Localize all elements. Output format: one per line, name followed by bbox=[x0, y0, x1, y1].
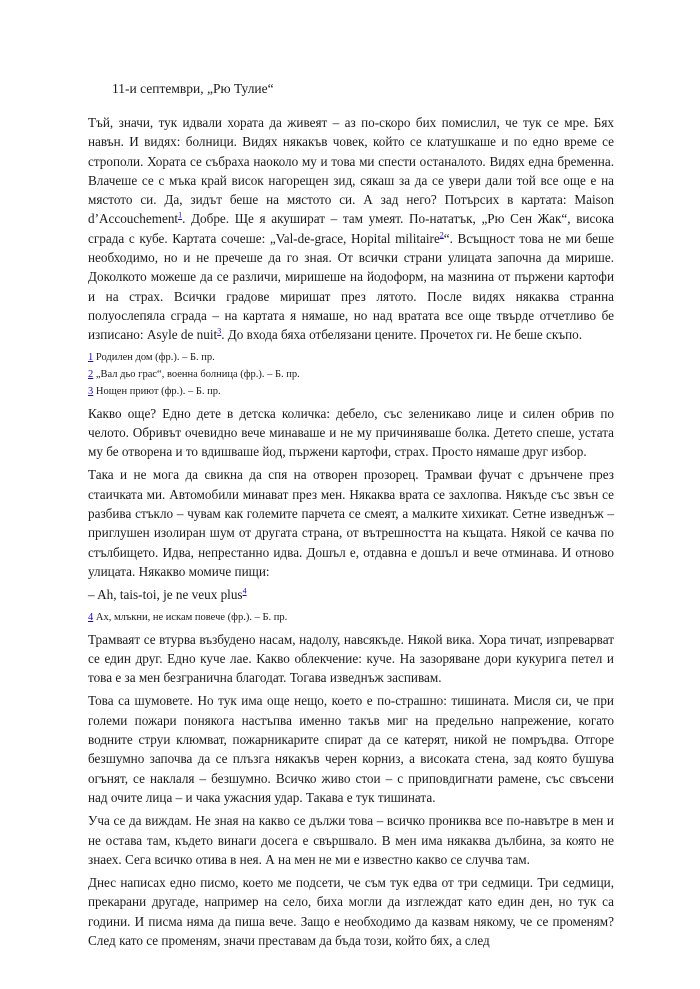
body-text bbox=[88, 113, 614, 954]
footnote-text: „Вал дьо грас“, военна болница (фр.). – Б. пр. bbox=[93, 368, 300, 380]
footnote-text: Ах, млъкни, не искам повече (фр.). – Б. пр. bbox=[93, 611, 288, 623]
paragraph-text: . До входа бяха отбелязани цените. Прочетох ги. Не беше скъпо. bbox=[221, 327, 583, 343]
paragraph: Трамваят се втурва възбудено насам, надолу, навсякъде. Някой вика. Хора тичат, изпреварват се един друг. Едно куче лае. Какво облекчение: куче. На зазоряване дори кукурига петел и това е за мен безгранична благодат. Тогава изведнъж заспивам. bbox=[88, 631, 614, 686]
paragraph bbox=[88, 585, 614, 604]
footnote-backlink-2[interactable]: 2 bbox=[88, 368, 94, 380]
paragraph-text: “. Всъщност това не ми беше необходимо, но и не пречеше да го зная. От всички страни улицата започна да мирише. Доколкото можеше да се различи, миришеше на йодоформ, на мазнина от пържени картофи и на страх. Всички градове миришат през лятото. После видях някаква странна полуослепяла сграда – на картата я нямаше, но над вратата все още твърде отчетливо бе изписано: Asyle de nuit bbox=[88, 230, 614, 343]
footnote-ref-1[interactable]: 1 bbox=[178, 211, 183, 221]
paragraph: Това са шумовете. Но тук има още нещо, което е по-страшно: тишината. Мисля си, че при големи пожари понякога настъпва именно такъв миг на предельно напрежение, когато водните струи клюмват, пожарникарите спират да се катерят, никой не помръдва. Отгоре безшумно започва да се плъзга някакъв черен корниз, а високата стена, зад която бушува огънят, се наклаля – безшумно. Всичко живо стои – с приповдигнати рамене, със свъсени над очите лица – и чака ужасния удар. Такава е тук тишината. bbox=[88, 693, 614, 805]
footnote-ref-2[interactable]: 2 bbox=[439, 230, 444, 240]
footnote bbox=[88, 383, 614, 400]
footnote bbox=[88, 366, 614, 383]
footnote-backlink-3[interactable]: 3 bbox=[88, 385, 94, 397]
paragraph: Уча се да виждам. Не зная на какво се дължи това – всичко прониква все по-навътре в мен и не остава там, където винаги досега е свършвало. В мен има някаква дълбина, за която не знаех. Сега всичко отива в нея. А на мен не ми е известно какво се случва там. bbox=[88, 813, 614, 867]
footnote bbox=[88, 609, 614, 626]
footnote-backlink-1[interactable]: 1 bbox=[88, 351, 94, 363]
paragraph bbox=[88, 113, 614, 345]
footnote-text: Родилен дом (фр.). – Б. пр. bbox=[93, 351, 215, 363]
chapter-heading: 11-и септември, „Рю Тулие“ bbox=[112, 81, 274, 96]
footnote-backlink-4[interactable]: 4 bbox=[88, 611, 94, 623]
paragraph-text: . Добре. Ще я акушират – там умеят. По-нататък, „Рю Сен Жак“, висока сграда с кубе. Картата сочеше: „Val-de-grace, Hopital militaire bbox=[88, 211, 614, 246]
paragraph: Какво още? Едно дете в детска количка: дебело, със зеленикаво лице и силен обрив по челото. Обривът очевидно вече минаваше и не му причиняваше болка. Детето спеше, устата му бе отворена и то вдишваше йод, пържени картофи, страх. Просто нямаше друг избор. bbox=[88, 405, 614, 460]
footnotes bbox=[88, 609, 614, 626]
footnote-text: Нощен приют (фр.). – Б. пр. bbox=[93, 385, 221, 397]
paragraph-text: – Ah, tais-toi, je ne veux plus bbox=[88, 587, 243, 603]
paragraph-text: Тъй, значи, тук идвали хората да живеят – аз по-скоро бих помислил, че тук се мре. Бях навън. И видях: болници. Видях някакъв човек, който се клатушкаше и по едно време се строполи. Хората се събраха наоколо му и това ми спести останалото. Видях една бременна. Влачеше се с мъка край висок нагорещен зид, сякаш за да се увери дали той все още е на мястото си. Да, зидът беше на мястото си. А зад него? Потърсих в картата: Maison d’Accouchement bbox=[88, 115, 614, 227]
footnotes bbox=[88, 349, 614, 400]
footnote bbox=[88, 349, 614, 366]
paragraph: Днес написах едно писмо, което ме подсети, че съм тук едва от три седмици. Три седмици, прекарани другаде, например на село, биха могли да изглеждат като един ден, но тук са години. И писма няма да пиша вече. Защо е необходимо да казвам някому, че се променям? След като се променям, значи преставам да бъда този, който бях, а след bbox=[88, 875, 614, 948]
footnote-ref-4[interactable]: 4 bbox=[242, 586, 247, 596]
footnote-ref-3[interactable]: 3 bbox=[217, 326, 222, 336]
paragraph: Така и не мога да свикна да спя на отворен прозорец. Трамваи фучат с дрънчене през стаичката ми. Автомобили минават през мен. Някаква врата се захлопва. Някъде със звън се разбива стъкло – чувам как големите парчета се смеят, а малките хихикат. Сетне изведнъж – приглушен изолиран шум от другата страна, от вътрешността на къщата. Някой се качва по стълбището. Идва, непрестанно идва. Дошъл е, отдавна е дошъл и вече отминава. И отново улицата. Някакво момиче пищи: bbox=[88, 467, 614, 579]
